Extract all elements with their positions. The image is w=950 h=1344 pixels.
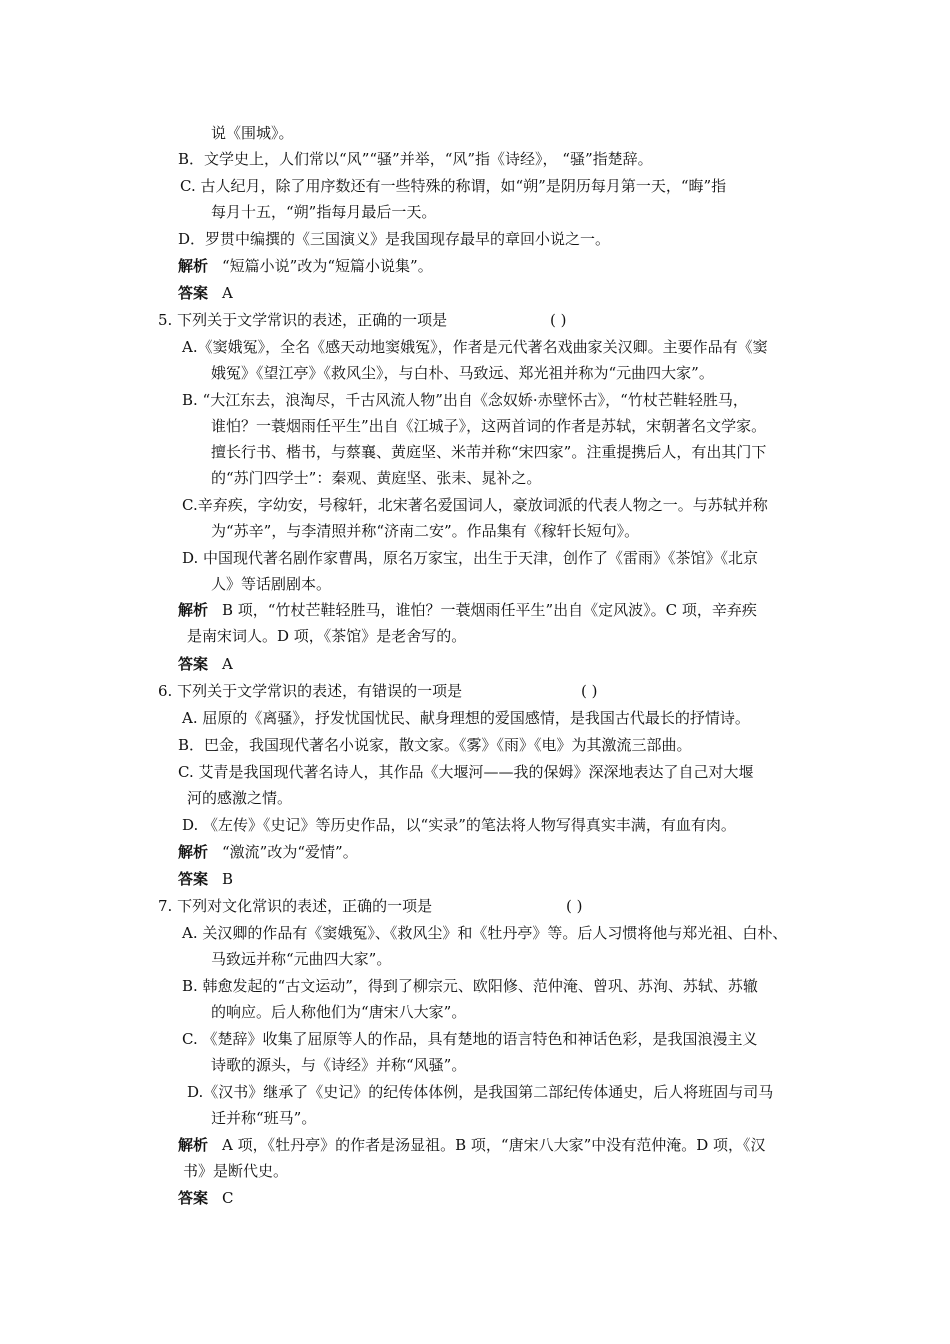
answer-value: A <box>222 284 233 302</box>
answer-label: 答案 <box>178 655 209 673</box>
answer-value: A <box>222 655 233 673</box>
q5-option-d-line2: 人》等话剧剧本。 <box>211 575 332 593</box>
analysis-label: 解析 <box>178 843 209 861</box>
q4-answer <box>178 280 233 306</box>
answer-label: 答案 <box>178 1189 209 1207</box>
q7-option-c-line2: 诗歌的源头，与《诗经》并称“风骚”。 <box>211 1056 467 1074</box>
analysis-text: B 项，“竹杖芒鞋轻胜马，谁怕？一蓑烟雨任平生”出自《定风波》。C 项，辛弃疾 <box>222 601 757 619</box>
q6-option-d: D. 《左传》《史记》等历史作品，以“实录”的笔法将人物写得真实丰满，有血有肉。 <box>182 816 736 834</box>
q7-analysis-line1 <box>178 1132 766 1158</box>
q7-option-a-line2: 马致远并称“元曲四大家”。 <box>211 950 392 968</box>
q5-analysis-line2: 是南宋词人。D 项，《茶馆》是老舍写的。 <box>187 627 467 645</box>
analysis-label: 解析 <box>178 1136 209 1154</box>
q7-option-d-line2: 迁并称“班马”。 <box>211 1109 317 1127</box>
q7-option-d-line1: D.《汉书》继承了《史记》的纪传体体例，是我国第二部纪传体通史，后人将班固与司马 <box>187 1083 774 1101</box>
q5-option-c-line2: 为“苏辛”，与李清照并称“济南二安”。作品集有《稼轩长短句》。 <box>211 522 640 540</box>
q4-option-c-line2: 每月十五，“朔”指每月最后一天。 <box>211 203 437 221</box>
q7-option-a-line1: A. 关汉卿的作品有《窦娥冤》、《救风尘》和《牡丹亭》等。后人习惯将他与郑光祖、白朴、 <box>182 924 788 942</box>
q5-option-b-line2: 谁怕？一蓑烟雨任平生”出自《江城子》，这两首词的作者是苏轼，宋朝著名文学家。 <box>211 417 767 435</box>
q4-analysis <box>178 253 433 279</box>
q4-option-a-continuation: 说《围城》。 <box>211 124 294 142</box>
q7-analysis-line2: 书》是断代史。 <box>183 1162 289 1180</box>
q6-option-b: B．巴金，我国现代著名小说家，散文家。《雾》《雨》《电》为其激流三部曲。 <box>178 736 692 754</box>
q6-option-c-line1: C. 艾青是我国现代著名诗人，其作品《大堰河——我的保姆》深深地表达了自己对大堰 <box>178 763 754 781</box>
answer-value: B <box>222 870 234 888</box>
q6-answer-blank: ( ) <box>581 682 598 700</box>
q7-answer-blank: ( ) <box>566 897 583 915</box>
answer-label: 答案 <box>178 870 209 888</box>
q5-answer-blank: ( ) <box>550 311 567 329</box>
q5-answer <box>178 651 233 677</box>
q5-option-c-line1: C.辛弃疾，字幼安，号稼轩，北宋著名爱国词人，豪放词派的代表人物之一。与苏轼并称 <box>182 496 768 514</box>
question-text: 5. 下列关于文学常识的表述，正确的一项是 <box>158 311 448 329</box>
q7-option-b-line1: B. 韩愈发起的“古文运动”，得到了柳宗元、欧阳修、范仲淹、曾巩、苏洵、苏轼、苏辙 <box>182 977 758 995</box>
q6-option-c-line2: 河的感激之情。 <box>187 789 293 807</box>
q6-option-a: A. 屈原的《离骚》，抒发忧国忧民、献身理想的爱国感情，是我国古代最长的抒情诗。 <box>182 709 750 727</box>
q5-analysis-line1 <box>178 597 757 623</box>
q5-option-b-line4: 的“苏门四学士”：秦观、黄庭坚、张耒、晁补之。 <box>211 469 542 487</box>
q5-option-d-line1: D. 中国现代著名剧作家曹禺，原名万家宝，出生于天津，创作了《雷雨》《茶馆》《北京 <box>182 549 759 567</box>
analysis-text: “短篇小说”改为“短篇小说集”。 <box>222 257 433 275</box>
q6-analysis <box>178 839 358 865</box>
q5-stem <box>158 307 447 333</box>
analysis-text: “激流”改为“爱情”。 <box>222 843 358 861</box>
q5-option-b-line1: B. “大江东去，浪淘尽，千古风流人物”出自《念奴娇·赤壁怀古》，“竹杖芒鞋轻胜马， <box>182 391 748 409</box>
q7-option-b-line2: 的响应。后人称他们为“唐宋八大家”。 <box>211 1003 467 1021</box>
q6-answer <box>178 866 233 892</box>
q4-option-d: D．罗贯中编撰的《三国演义》是我国现存最早的章回小说之一。 <box>178 230 611 248</box>
answer-value: C <box>222 1189 234 1207</box>
q5-option-a-line1: A.《窦娥冤》，全名《感天动地窦娥冤》，作者是元代著名戏曲家关汉卿。主要作品有《窦 <box>182 338 768 356</box>
q7-option-c-line1: C. 《楚辞》收集了屈原等人的作品，具有楚地的语言特色和神话色彩，是我国浪漫主义 <box>182 1030 758 1048</box>
q6-stem: 6. 下列关于文学常识的表述，有错误的一项是 <box>158 682 463 700</box>
analysis-text: A 项，《牡丹亭》的作者是汤显祖。B 项，“唐宋八大家”中没有范仲淹。D 项，《汉 <box>222 1136 766 1154</box>
analysis-label: 解析 <box>178 601 209 619</box>
q7-stem: 7. 下列对文化常识的表述，正确的一项是 <box>158 897 433 915</box>
q4-option-c-line1: C. 古人纪月，除了用序数还有一些特殊的称谓，如“朔”是阴历每月第一天，“晦”指 <box>180 177 727 195</box>
answer-label: 答案 <box>178 284 209 302</box>
q5-option-b-line3: 擅长行书、楷书，与蔡襄、黄庭坚、米芾并称“宋四家”。注重提携后人，有出其门下 <box>211 443 767 461</box>
analysis-label: 解析 <box>178 257 209 275</box>
q7-answer <box>178 1185 234 1211</box>
q4-option-b: B．文学史上，人们常以“风”“骚”并举，“风”指《诗经》， “骚”指楚辞。 <box>178 150 653 168</box>
q5-option-a-line2: 娥冤》《望江亭》《救风尘》，与白朴、马致远、郑光祖并称为“元曲四大家”。 <box>211 364 714 382</box>
